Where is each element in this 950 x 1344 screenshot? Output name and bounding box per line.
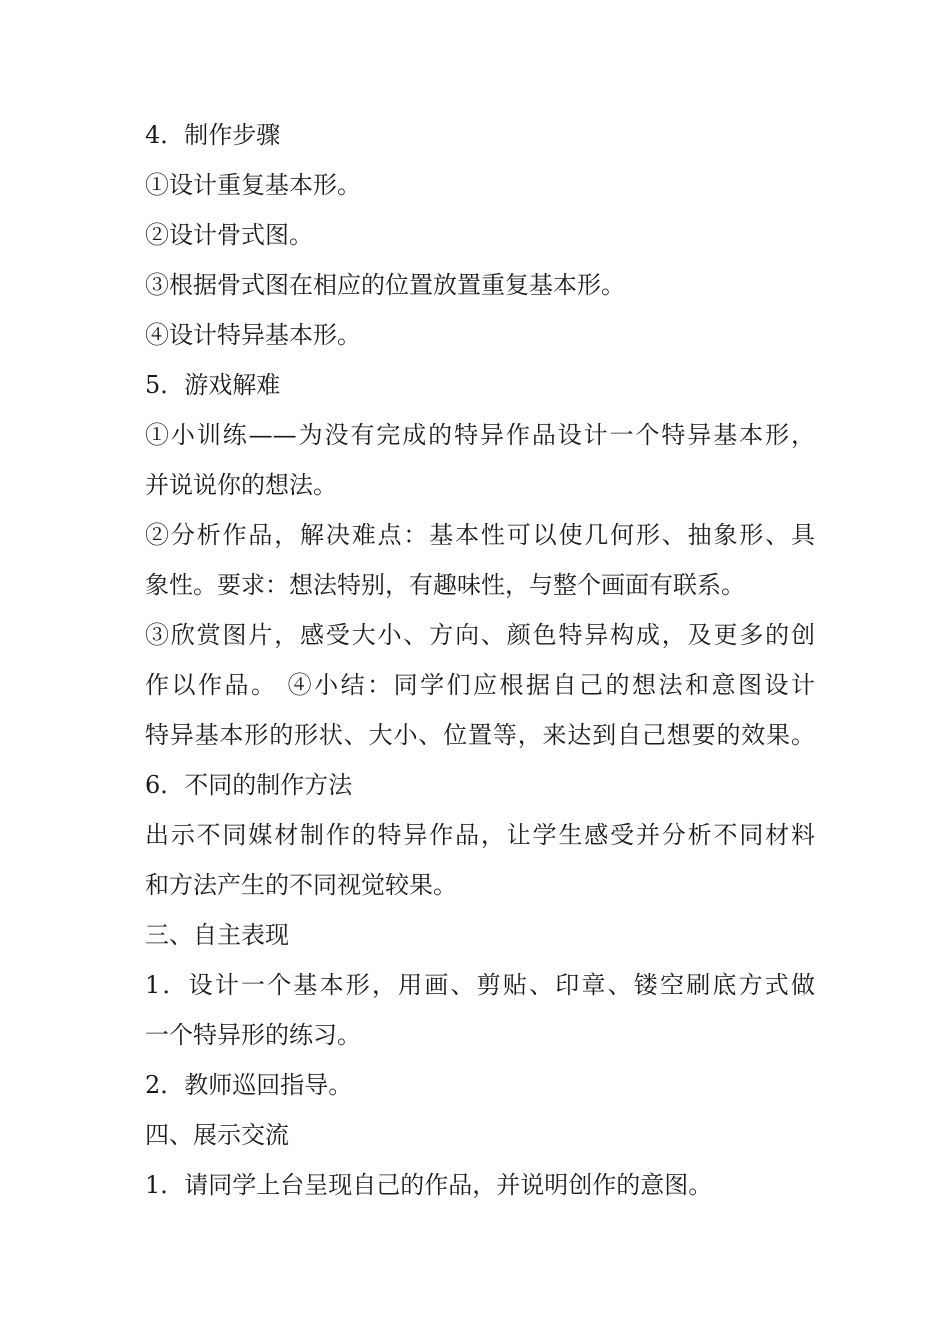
paragraph-line: ③欣赏图片，感受大小、方向、颜色特异构成，及更多的创 bbox=[145, 621, 815, 649]
paragraph-line: ②设计骨式图。 bbox=[145, 221, 313, 249]
paragraph-line: ④设计特异基本形。 bbox=[145, 321, 361, 349]
heading-step-6: 6．不同的制作方法 bbox=[145, 771, 353, 799]
paragraph-line: ①小训练——为没有完成的特异作品设计一个特异基本形， bbox=[145, 421, 815, 449]
paragraph-line: ②分析作品，解决难点：基本性可以使几何形、抽象形、具 bbox=[145, 521, 815, 549]
document-body bbox=[145, 110, 815, 1210]
paragraph-line: 特异基本形的形状、大小、位置等，来达到自己想要的效果。 bbox=[145, 721, 815, 749]
paragraph-line: 2．教师巡回指导。 bbox=[145, 1071, 353, 1099]
paragraph-line: 一个特异形的练习。 bbox=[145, 1021, 361, 1049]
paragraph-line: 1．请同学上台呈现自己的作品，并说明创作的意图。 bbox=[145, 1171, 713, 1199]
paragraph-line: ③根据骨式图在相应的位置放置重复基本形。 bbox=[145, 271, 625, 299]
heading-step-4: 4．制作步骤 bbox=[145, 121, 281, 149]
heading-step-5: 5．游戏解难 bbox=[145, 371, 281, 399]
paragraph-line: 出示不同媒材制作的特异作品，让学生感受并分析不同材料 bbox=[145, 821, 815, 849]
section-heading-4: 四、展示交流 bbox=[145, 1121, 289, 1149]
section-heading-3: 三、自主表现 bbox=[145, 921, 289, 949]
paragraph-line: 和方法产生的不同视觉较果。 bbox=[145, 871, 457, 899]
paragraph-line: ①设计重复基本形。 bbox=[145, 171, 361, 199]
paragraph-line: 象性。要求：想法特别，有趣味性，与整个画面有联系。 bbox=[145, 571, 745, 599]
paragraph-line: 1．设计一个基本形，用画、剪贴、印章、镂空刷底方式做 bbox=[145, 971, 815, 999]
paragraph-line: 并说说你的想法。 bbox=[145, 471, 337, 499]
paragraph-line: 作以作品。 ④小结：同学们应根据自己的想法和意图设计 bbox=[145, 671, 815, 699]
